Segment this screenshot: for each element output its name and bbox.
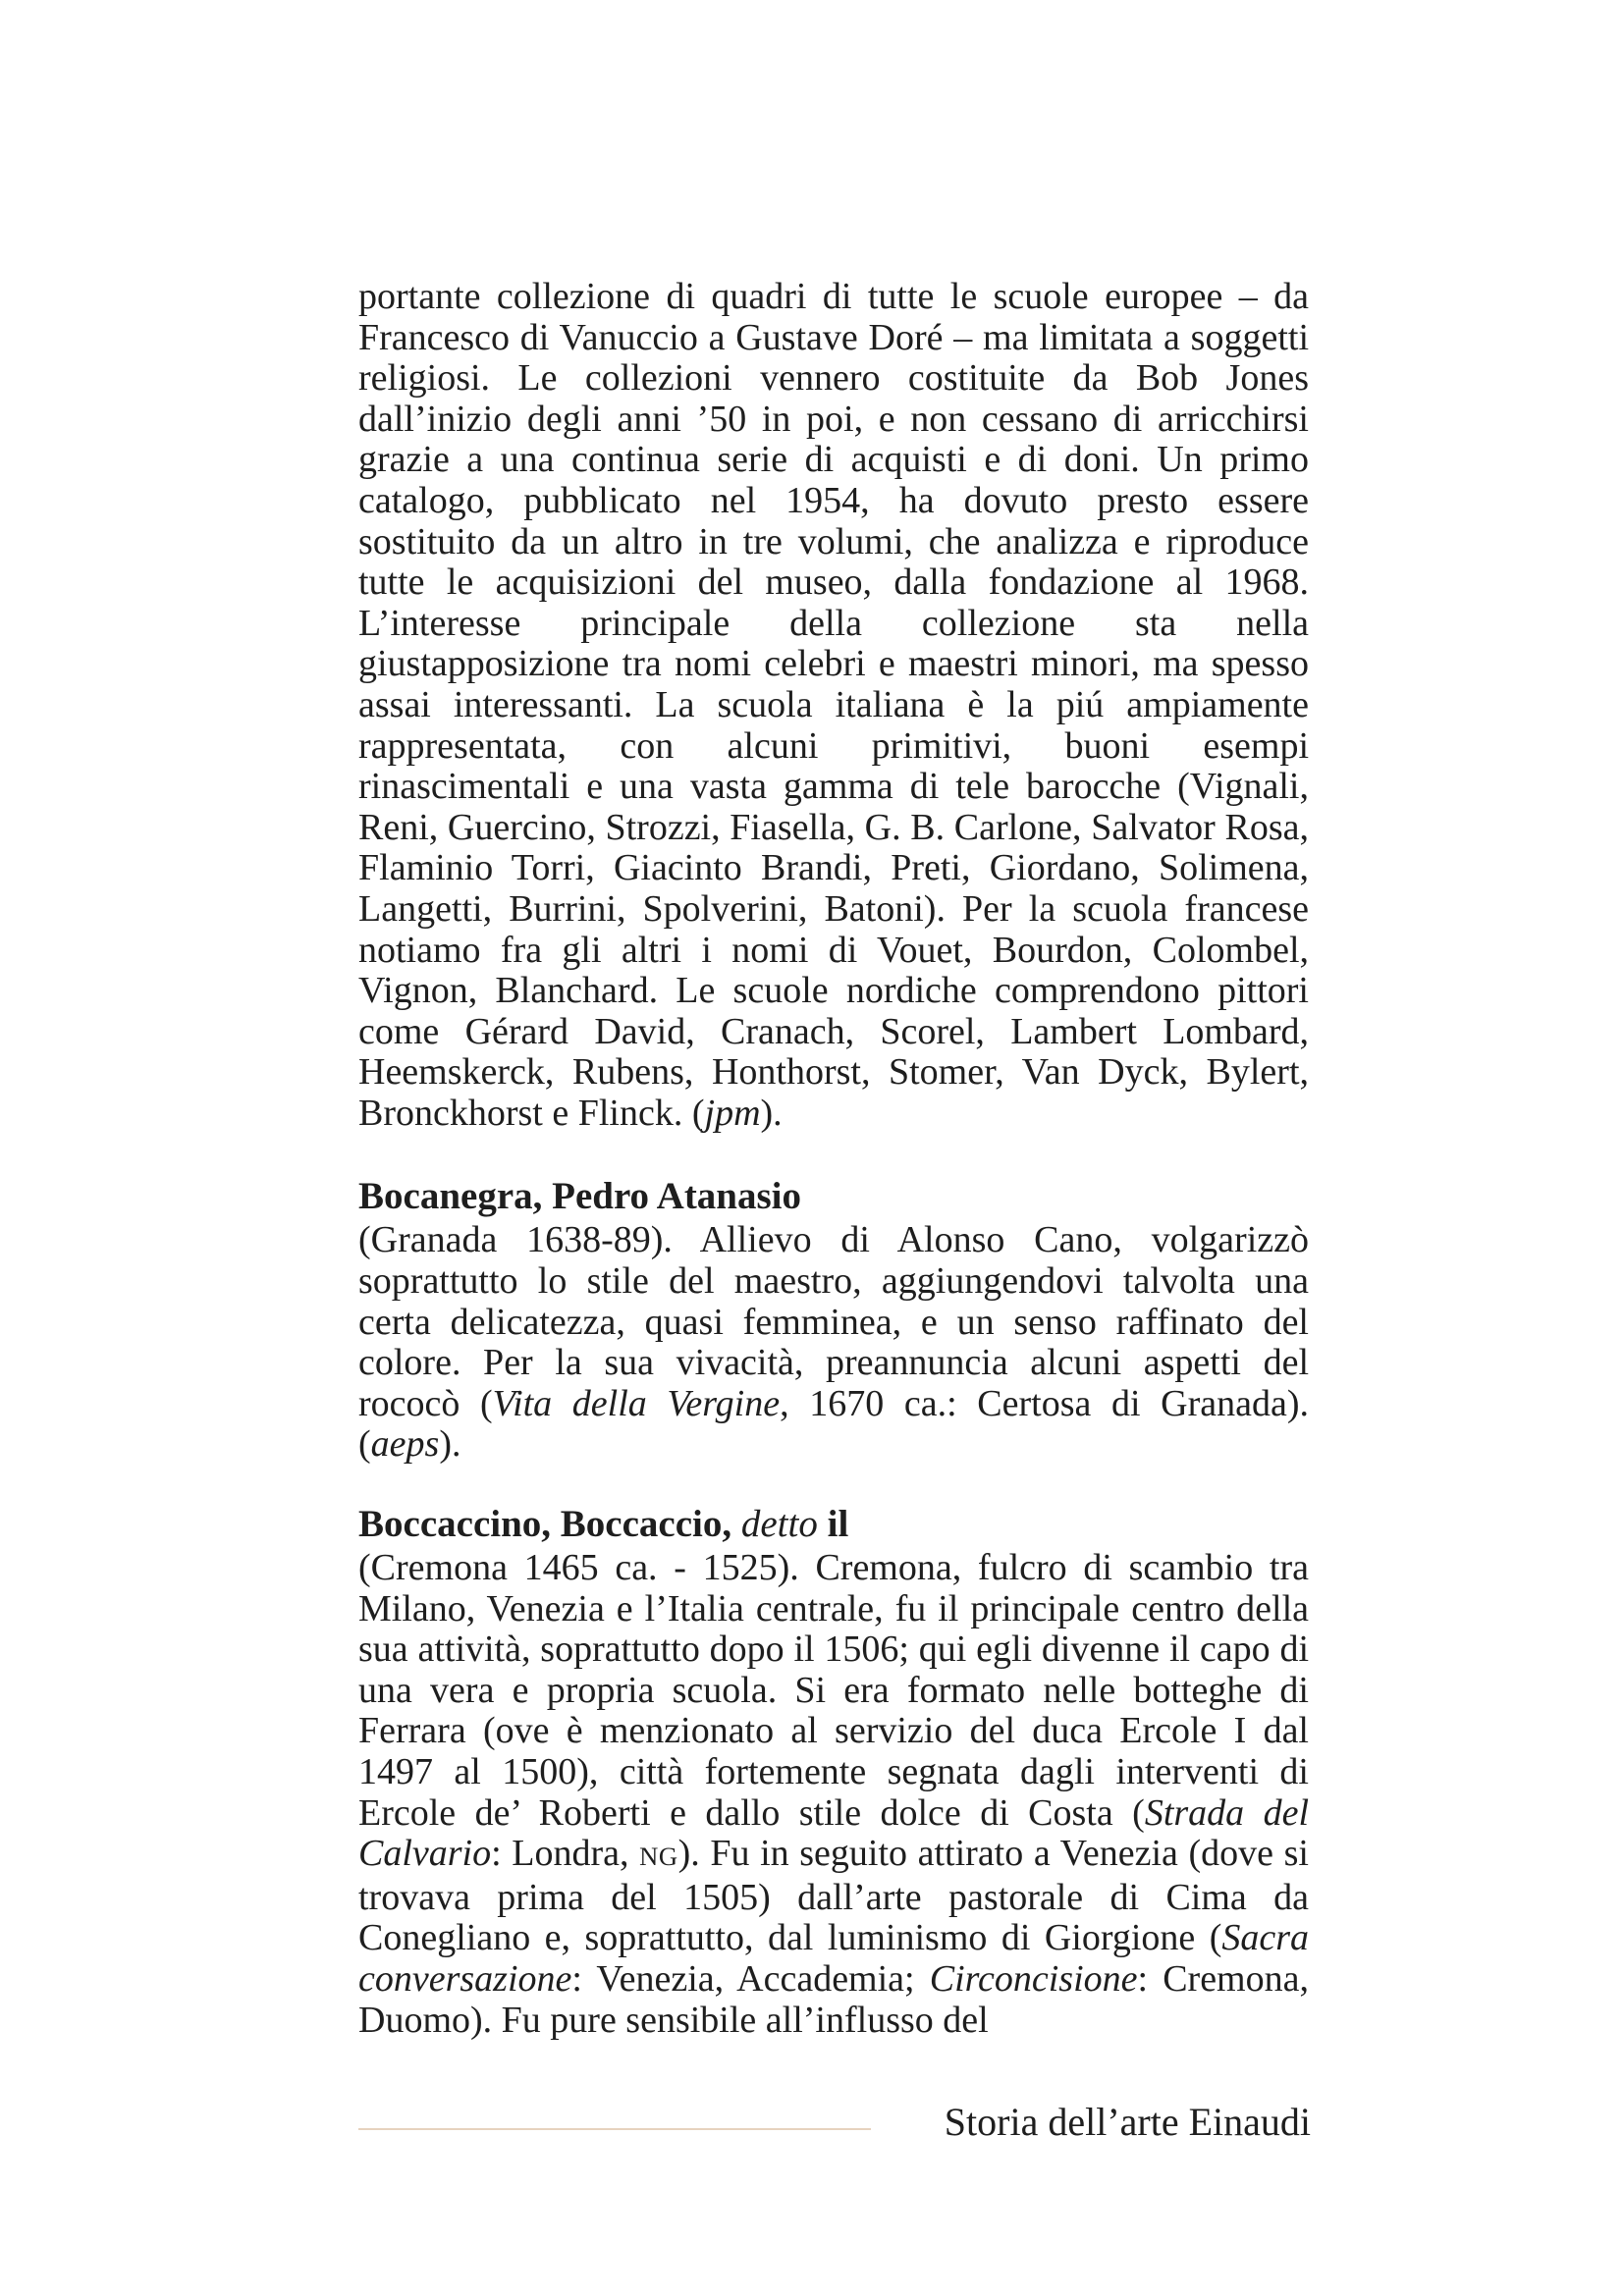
- boccaccino-work-1: Strada del Calvario: [358, 1791, 1309, 1875]
- boccaccino-text-1: (Cremona 1465 ca. - 1525). Cremona, fulcro di scambio tra Milano, Venezia e l’Italia centrale, fu il principale centro della sua attività, soprattutto dopo il 1506; qui egli divenne il capo di una vera e propria scuola. Si era formato nelle botteghe di Ferrara (ove è menzionato al servizio del duca Ercole I dal 1497 al 1500), città fortemente segnata dagli interventi di Ercole de’ Roberti e dallo stile dolce di Costa (: [358, 1547, 1309, 1834]
- bocanegra-text-2: , 1670 ca.: Certosa di Granada). (: [358, 1382, 1310, 1466]
- footer-publication-name: Storia dell’arte Einaudi: [944, 2100, 1311, 2144]
- boccaccino-text-5: : Cremona, Duomo). Fu pure sensibile all’influsso del: [358, 1957, 1309, 2041]
- boccaccino-text-4: : Venezia, Accademia;: [571, 1957, 930, 2000]
- bocanegra-end: ).: [439, 1423, 461, 1466]
- bocanegra-work-title: Vita della Vergine: [492, 1382, 781, 1424]
- boccaccino-text-2: : Londra,: [491, 1833, 640, 1875]
- entry-title-boccaccino: [358, 1501, 1309, 1548]
- boccaccino-abbreviation: NG: [639, 1842, 678, 1872]
- entry-body-bocanegra: [358, 1220, 1309, 1466]
- intro-author-initials: jpm: [704, 1092, 761, 1134]
- page-body: [358, 277, 1309, 2041]
- entry-title-bocanegra: Bocanegra, Pedro Atanasio: [358, 1175, 802, 1218]
- spacer: [358, 1466, 1309, 1501]
- bocanegra-author-initials: aeps: [370, 1423, 440, 1466]
- boccaccino-title-detto: detto: [740, 1503, 818, 1546]
- boccaccino-title-main: Boccaccino, Boccaccio,: [358, 1503, 732, 1546]
- boccaccino-title-il: il: [827, 1503, 849, 1546]
- boccaccino-work-3: Circoncisione: [929, 1957, 1138, 2000]
- intro-text: portante collezione di quadri di tutte le scuole europee – da Francesco di Vanuccio a Gustave Doré – ma limitata a soggetti religiosi. Le collezioni vennero costituite da Bob Jones dall’inizio degli anni ’50 in poi, e non cessano di arricchirsi grazie a una continua serie di acquisti e di doni. Un primo catalogo, pubblicato nel 1954, ha dovuto presto essere sostituito da un altro in tre volumi, che analizza e riproduce tutte le acquisizioni del museo, dalla fondazione al 1968. L’interesse principale della collezione sta nella giustapposizione tra nomi celebri e maestri minori, ma spesso assai interessanti. La scuola italiana è la piú ampiamente rappresentata, con alcuni primitivi, buoni esempi rinascimentali e una vasta gamma di tele barocche (Vignali, Reni, Guercino, Strozzi, Fiasella, G. B. Carlone, Salvator Rosa, Flaminio Torri, Giacinto Brandi, Preti, Giordano, Solimena, Langetti, Burrini, Spolverini, Batoni). Per la scuola francese notiamo fra gli altri i nomi di Vouet, Bourdon, Colombel, Vignon, Blanchard. Le scuole nordiche comprendono pittori come Gérard David, Cranach, Scorel, Lambert Lombard, Heemskerck, Rubens, Honthorst, Stomer, Van Dyck, Bylert, Bronckhorst e Flinck. (: [358, 276, 1309, 1134]
- entry-body-boccaccino: [358, 1548, 1309, 2041]
- intro-end: ).: [760, 1092, 783, 1134]
- intro-paragraph: [358, 277, 1309, 1134]
- spacer: [358, 1134, 1309, 1173]
- bocanegra-text-1: (Granada 1638-89). Allievo di Alonso Cano, volgarizzò soprattutto lo stile del maestro, aggiungendovi talvolta una certa delicatezza, quasi femminea, e un senso raffinato del colore. Per la sua vivacità, preannuncia alcuni aspetti del rococò (: [358, 1219, 1309, 1424]
- boccaccino-text-3: ). Fu in seguito attirato a Venezia (dove si trovava prima del 1505) dall’arte pastorale di Cima da Conegliano e, soprattutto, dal luminismo di Giorgione (: [358, 1833, 1309, 1959]
- footer-rule: [358, 2128, 871, 2130]
- boccaccino-work-2: Sacra conversazione: [358, 1917, 1309, 2000]
